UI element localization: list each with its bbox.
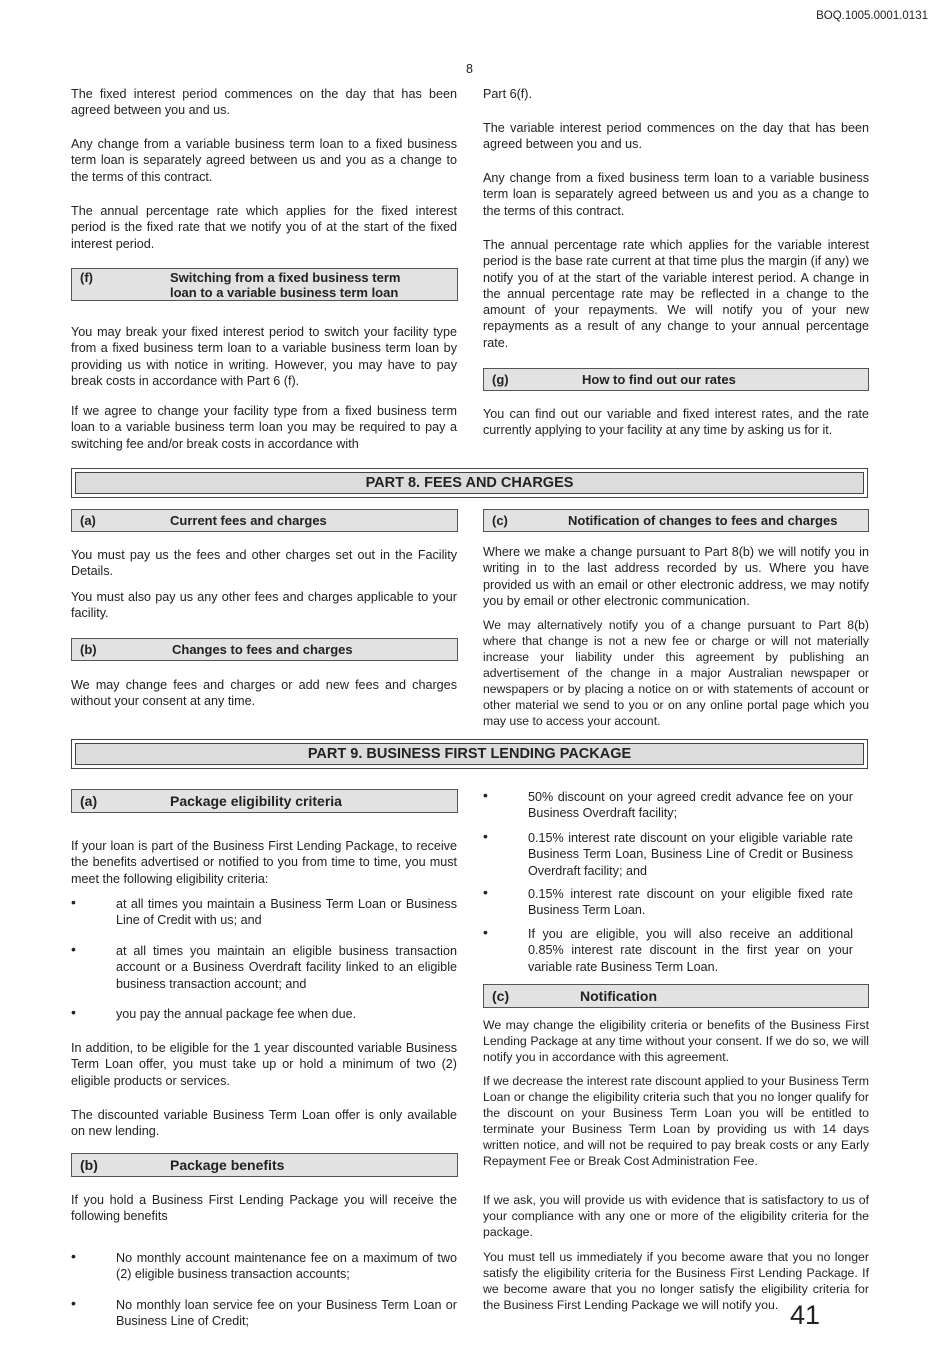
part6f-continuation: Part 6(f). bbox=[483, 87, 532, 101]
part9-label-a: (a) bbox=[80, 793, 98, 809]
part9-title-b: Package benefits bbox=[170, 1157, 285, 1173]
part9-title-a: Package eligibility criteria bbox=[170, 793, 342, 809]
notification-paragraph-4: You must tell us immediately if you become aware that you no longer satisfy the eligibility criteria for the Business First Lending Package. If we become aware that you no longer satisfy the eligibility criteria for the Business First Lending Package we will notify you. bbox=[483, 1250, 869, 1312]
notification-paragraph-2: If we decrease the interest rate discount applied to your Business Term Loan or change the eligibility criteria such that you no longer qualify for the discount on your Business Term Loan you will be entitled to terminate your Business Term Loan by providing us with 14 days written notice, and will not be required to pay break costs or any Early Repayment Fee or Break Cost Administration Fee. bbox=[483, 1074, 869, 1168]
part8-label-b: (b) bbox=[80, 642, 97, 657]
benefit-bullet-text-2: No monthly loan service fee on your Business Term Loan or Business Line of Credit; bbox=[116, 1298, 457, 1329]
part8-heading-b bbox=[71, 638, 458, 661]
discount-eligibility-paragraph: In addition, to be eligible for the 1 year discounted variable Business Term Loan offer, you must take up or hold a minimum of two (2) eligible products or services. bbox=[71, 1041, 457, 1088]
bullet-icon: • bbox=[483, 828, 488, 844]
notification-paragraph-1: We may change the eligibility criteria or benefits of the Business First Lending Package at any time without your consent. If we do so, we will notify you in accordance with this agreement. bbox=[483, 1018, 869, 1064]
new-lending-paragraph: The discounted variable Business Term Loan offer is only available on new lending. bbox=[71, 1108, 457, 1139]
bullet-icon: • bbox=[483, 787, 488, 803]
part9-heading-c bbox=[483, 984, 869, 1008]
current-fees-paragraph-1: You must pay us the fees and other charges set out in the Facility Details. bbox=[71, 548, 457, 579]
benefit-bullet-text-4: 0.15% interest rate discount on your eligible variable rate Business Term Loan, Business Line of Credit or Business Overdraft facility; and bbox=[528, 831, 853, 878]
part9-heading bbox=[71, 739, 868, 769]
benefit-bullet-text-1: No monthly account maintenance fee on a maximum of two (2) eligible business transaction accounts; bbox=[116, 1251, 457, 1282]
eligibility-bullet-text-3: you pay the annual package fee when due. bbox=[116, 1007, 357, 1021]
part8-heading bbox=[71, 468, 868, 498]
benefits-intro-paragraph: If you hold a Business First Lending Package you will receive the following benefits bbox=[71, 1193, 457, 1224]
part9-title-c: Notification bbox=[580, 988, 657, 1004]
bullet-icon: • bbox=[71, 1248, 76, 1264]
part8-heading-c bbox=[483, 509, 869, 532]
notify-changes-paragraph-2: We may alternatively notify you of a change pursuant to Part 8(b) where that change is not a new fee or charge or will not materially increase your liability under this agreement by publishing an advertisement of the change in a major Australian newspaper or newspapers or by placing a notice on or with statements of account or other material we send to you or on any online portal page which you may use to access your account. bbox=[483, 618, 869, 728]
fixed-period-paragraph: The fixed interest period commences on the day that has been agreed between you and us. bbox=[71, 87, 457, 118]
eligibility-bullet-text-1: at all times you maintain a Business Term Loan or Business Line of Credit with us; and bbox=[116, 897, 457, 928]
bullet-icon: • bbox=[71, 1004, 76, 1020]
part8-title: PART 8. FEES AND CHARGES bbox=[75, 472, 864, 494]
section-label-g: (g) bbox=[492, 372, 509, 387]
section-title-g: How to find out our rates bbox=[582, 372, 736, 387]
part9-heading-b bbox=[71, 1153, 458, 1177]
eligibility-bullet-text-2: at all times you maintain an eligible business transaction account or a Business Overdraft facility linked to an eligible business transaction account; and bbox=[116, 944, 457, 991]
eligibility-intro-paragraph: If your loan is part of the Business First Lending Package, to receive the benefits advertised or notified to you from time to time, you must meet the following eligibility criteria: bbox=[71, 839, 457, 886]
page-number: 8 bbox=[466, 62, 473, 76]
bullet-icon: • bbox=[71, 894, 76, 910]
variable-to-fixed-paragraph: Any change from a variable business term loan to a fixed business term loan is separately agreed between us and you as a change to the terms of this contract. bbox=[71, 137, 457, 184]
bullet-icon: • bbox=[71, 1295, 76, 1311]
break-fixed-period-paragraph: You may break your fixed interest period to switch your facility type from a fixed business term loan to a variable business term loan by providing us with notice in writing. However, you may have to pay break costs in accordance with Part 6 (f). bbox=[71, 325, 457, 388]
notify-changes-paragraph-1: Where we make a change pursuant to Part 8(b) we will notify you in writing in to the last address recorded by us. Where you have provided us with an email or other electronic address, we may notify you by email or other electronic communication. bbox=[483, 545, 869, 608]
fixed-to-variable-paragraph: Any change from a fixed business term loan to a variable business term loan is separately agreed between us and you as a change to the terms of this contract. bbox=[483, 171, 869, 218]
document-reference: BOQ.1005.0001.0131 bbox=[816, 10, 928, 22]
part8-label-c: (c) bbox=[492, 513, 508, 528]
notification-paragraph-3: If we ask, you will provide us with evidence that is satisfactory to us of your compliance with any one or more of the eligibility criteria for the package. bbox=[483, 1193, 869, 1239]
fixed-apr-paragraph: The annual percentage rate which applies for the fixed interest period is the fixed rate that we notify you of at the start of the fixed interest period. bbox=[71, 204, 457, 251]
part9-title: PART 9. BUSINESS FIRST LENDING PACKAGE bbox=[75, 743, 864, 765]
variable-period-paragraph: The variable interest period commences on the day that has been agreed between you and us. bbox=[483, 121, 869, 152]
bullet-icon: • bbox=[483, 884, 488, 900]
find-rates-paragraph: You can find out our variable and fixed interest rates, and the rate currently applying to your facility at any time by asking us for it. bbox=[483, 407, 869, 438]
bullet-icon: • bbox=[483, 924, 488, 940]
part8-heading-a bbox=[71, 509, 458, 532]
part8-title-a: Current fees and charges bbox=[170, 513, 327, 528]
section-title-f-line2: loan to a variable business term loan bbox=[170, 285, 399, 300]
part8-title-c: Notification of changes to fees and charges bbox=[568, 513, 838, 528]
section-label-f: (f) bbox=[80, 270, 93, 285]
section-heading-f bbox=[71, 268, 458, 301]
benefit-bullet-text-3: 50% discount on your agreed credit advance fee on your Business Overdraft facility; bbox=[528, 790, 853, 821]
switching-fee-paragraph: If we agree to change your facility type from a fixed business term loan to a variable business term loan you may be required to pay a switching fee and/or break costs in accordance with bbox=[71, 404, 457, 451]
benefit-bullet-text-6: If you are eligible, you will also receive an additional 0.85% interest rate discount in the first year on your variable rate Business Term Loan. bbox=[528, 927, 853, 974]
footer-page-number: 41 bbox=[790, 1300, 821, 1330]
part9-heading-a bbox=[71, 789, 458, 813]
bullet-icon: • bbox=[71, 941, 76, 957]
benefit-bullet-text-5: 0.15% interest rate discount on your eligible fixed rate Business Term Loan. bbox=[528, 887, 853, 918]
variable-apr-paragraph: The annual percentage rate which applies for the variable interest period is the base rate current at that time plus the margin (if any) we notify you of at the start of the variable interest period. A change in the annual percentage rate may be reflected in a change to the amount of your repayments. We will notify you of your new repayments as a result of any change to your annual percentage rate. bbox=[483, 238, 869, 350]
section-title-f-line1: Switching from a fixed business term bbox=[170, 270, 401, 285]
part8-label-a: (a) bbox=[80, 513, 96, 528]
part9-label-b: (b) bbox=[80, 1157, 98, 1173]
part8-title-b: Changes to fees and charges bbox=[172, 642, 353, 657]
current-fees-paragraph-2: You must also pay us any other fees and charges applicable to your facility. bbox=[71, 590, 457, 621]
change-fees-paragraph: We may change fees and charges or add new fees and charges without your consent at any time. bbox=[71, 678, 457, 709]
section-heading-g bbox=[483, 368, 869, 391]
part9-label-c: (c) bbox=[492, 988, 510, 1004]
